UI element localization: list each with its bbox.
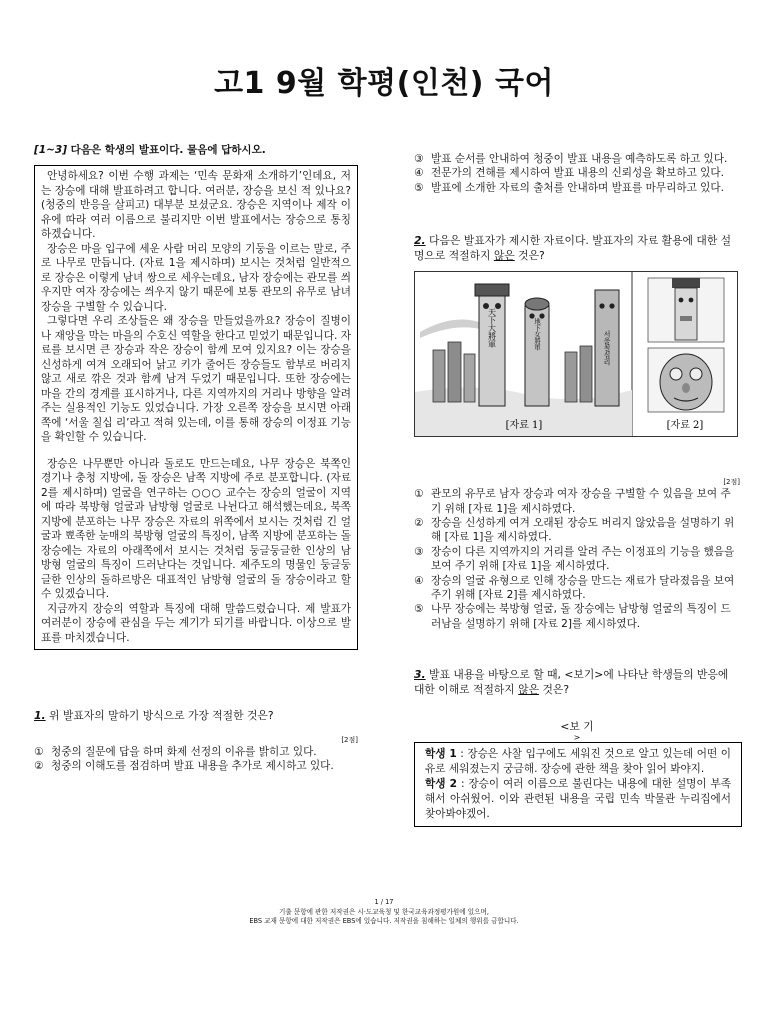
passage-paragraph-2: 장승은 마을 입구에 세운 사람 머리 모양의 기둥을 이르는 말로, 주로 나무로 만듭니다. (자료 1을 제시하며) 보시는 것처럼 일반적으로 장승은 이렇게 남녀 쌍으로 세우는데요, 남자 장승에는 관모를 씌우지만 여자 장승에는 씌우지 않기 때문에 보통 관모의 유무로 남녀 장승을 구별할 수 있습니다. — [41, 242, 351, 313]
pole-2-inscription: 地下女將軍 — [533, 317, 541, 351]
question-2-number: 2. — [414, 234, 426, 248]
figure-label-1: [자료 1] — [505, 420, 543, 432]
question-range: [1~3] — [34, 144, 68, 156]
choice-2-3[interactable]: ③ 장승이 다른 지역까지의 거리를 알려 주는 이정표의 기능을 했음을 보여 주기 위해 [자료 1]을 제시하였다. — [414, 545, 735, 573]
passage-paragraph-5: 지금까지 장승의 역할과 특징에 대해 말씀드렸습니다. 제 발표가 여러분이 장승에 관심을 두는 계기가 되기를 바랍니다. 이상으로 발표를 마치겠습니다. — [41, 602, 351, 644]
page-title: 고1 9월 학평(인천) 국어 — [214, 66, 554, 101]
question-1-number: 1. — [34, 709, 46, 722]
instruction — [34, 142, 358, 157]
question-2-stem: 2. 다음은 발표자가 제시한 자료이다. 발표자의 자료 활용에 대한 설명으로 적절하지 않은 것은? — [414, 234, 732, 263]
choice-1-4[interactable]: ④ 전문가의 견해를 제시하여 발표 내용의 신뢰성을 확보하고 있다. — [414, 167, 725, 180]
student-1-response: 학생 1 : 장승은 사찰 입구에도 세워진 것으로 알고 있는데 어떤 이유로 세워졌는지 궁금해. 장승에 관한 책을 찾아 읽어 봐야지. — [425, 748, 731, 776]
right-column — [414, 152, 740, 827]
bogi-box — [414, 742, 742, 827]
choice-2-4[interactable]: ④ 장승의 얼굴 유형으로 인해 장승을 만드는 재료가 달라졌음을 보여 주기 위해 [자료 2]를 제시하였다. — [414, 574, 735, 602]
jangseung-illustration — [415, 272, 737, 436]
choice-1-3[interactable]: ③ 발표 순서를 안내하여 청중이 발표 내용을 예측하도록 하고 있다. — [414, 153, 728, 165]
passage-paragraph-1: 안녕하세요? 이번 수행 과제는 ‘민속 문화재 소개하기’인데요, 저는 장승에 대해 발표하려고 합니다. 여러분, 장승을 보신 적 있나요? (청중의 반응을 살피고) 대부분 보셨군요. 장승은 지역이나 제작 이유에 따라 여러 이름으로 불리지만 이번 발표에서는 장승으로 통칭하겠습니다. — [41, 170, 351, 240]
question-1-stem: 1. 위 발표자의 말하기 방식으로 가장 적절한 것은? — [34, 709, 274, 722]
question-3-number: 3. — [414, 668, 426, 682]
bogi-label-close: > — [573, 733, 581, 743]
copyright-line-1: 기출 문항에 관한 저작권은 시·도교육청 및 한국교육과정평가원에 있으며, — [279, 907, 489, 916]
pole-3-inscription: 서울칠십리 — [603, 330, 611, 366]
choice-2-5[interactable]: ⑤ 나무 장승에는 북방형 얼굴, 돌 장승에는 남방형 얼굴의 특징이 드러남을 설명하기 위해 [자료 2]를 제시하였다. — [414, 603, 731, 630]
choice-1-2[interactable]: ② 청중의 이해도를 점검하며 발표 내용을 추가로 제시하고 있다. — [34, 760, 334, 773]
choice-2-1[interactable]: ① 관모의 유무로 남자 장승과 여자 장승을 구별할 수 있음을 보여 주기 위해 [자료 1]을 제시하였다. — [414, 488, 731, 515]
page-footer — [0, 898, 768, 927]
left-column — [34, 142, 358, 774]
passage-paragraph-3: 그렇다면 우리 조상들은 왜 장승을 만들었을까요? 장승이 질병이나 재앙을 막는 마을의 수호신 역할을 한다고 믿었기 때문입니다. 자료를 보시면 큰 장승과 작은 장승이 함께 모여 있지요? 이는 장승을 신성하게 여겨 오래되어 낡고 키가 줄어든 장승들도 함부로 버리지 않고 새로 깎은 것과 함께 남겨 두었기 때문입니다. 또한 장승에는 마을 간의 경계를 표시하거나, 다른 지역까지의 거리나 방향을 알려 주는 실용적인 기능도 있었습니다. 가장 오른쪽 장승을 보시면 아래쪽에 ‘서울 칠십 리’라고 적혀 있는데, 이를 통해 장승의 이정표 기능을 확인할 수 있습니다. — [41, 315, 351, 443]
question-1-choices-b — [414, 152, 740, 195]
bogi-label: <보 기 — [560, 720, 594, 734]
pole-female — [525, 298, 549, 406]
pole-male — [475, 284, 509, 406]
question-2-choices — [414, 487, 740, 631]
figure-label-2: [자료 2] — [666, 420, 704, 432]
passage-box — [34, 165, 358, 650]
question-1-score: [2점] — [341, 736, 358, 744]
copyright-line-2: EBS 교재 문항에 대한 저작권은 EBS에 있습니다. 저작권을 침해하는 일체의 행위를 금합니다. — [249, 917, 519, 925]
question-3-stem: 3. 발표 내용을 바탕으로 할 때, <보기>에 나타난 학생들의 반응에 대한 이해로 적절하지 않은 것은? — [414, 668, 729, 697]
choice-1-5[interactable]: ⑤ 발표에 소개한 자료의 출처를 안내하며 발표를 마무리하고 있다. — [414, 181, 725, 194]
northern-face — [648, 278, 724, 342]
southern-face — [648, 348, 724, 412]
choice-1-1[interactable]: ① 청중의 질문에 답을 하며 화제 선정의 이유를 밝히고 있다. — [34, 746, 317, 758]
pole-1-inscription: 天下大將軍 — [487, 308, 497, 349]
question-1-choices-a — [34, 745, 358, 774]
page-number: 1 / 17 — [374, 898, 394, 906]
jangseung-figure — [414, 271, 738, 437]
passage-paragraph-4: 장승은 나무뿐만 아니라 돌로도 만드는데요, 나무 장승은 북쪽인 경기나 충청 지방에, 돌 장승은 남쪽 지방에 주로 분포합니다. (자료 2를 제시하며) 얼굴을 연구하는 ○○○ 교수는 장승의 얼굴이 지역에 따라 북방형 얼굴과 남방형 얼굴로 나뉜다고 해석했는데요, 북쪽 지방에 분포하는 나무 장승은 자료의 위쪽에서 보시는 것처럼 긴 얼굴과 뾰족한 눈매의 북방형 얼굴의 특징이, 남쪽 지방에 분포하는 돌 장승에는 자료의 아래쪽에서 보시는 것처럼 둥글둥글한 인상의 남방형 얼굴의 특징이 드러난다는 것입니다. 제주도의 명물인 둥글둥글한 인상의 돌하르방은 대표적인 남방형 얼굴의 돌 장승이라고 할 수 있겠습니다. — [41, 457, 351, 600]
question-2-score: [2점] — [723, 478, 740, 487]
pole-milestone — [595, 290, 619, 406]
student-2-response: 학생 2 : 장승이 여러 이름으로 불린다는 내용에 대한 설명이 부족해서 아쉬웠어. 이와 관련된 내용을 국립 민속 박물관 누리집에서 찾아봐야겠어. — [425, 778, 732, 821]
choice-2-2[interactable]: ② 장승을 신성하게 여겨 오래된 장승도 버리지 않았음을 설명하기 위해 [자료 1]을 제시하였다. — [414, 517, 735, 544]
instruction-text: 다음은 학생의 발표이다. 물음에 답하시오. — [67, 144, 266, 156]
